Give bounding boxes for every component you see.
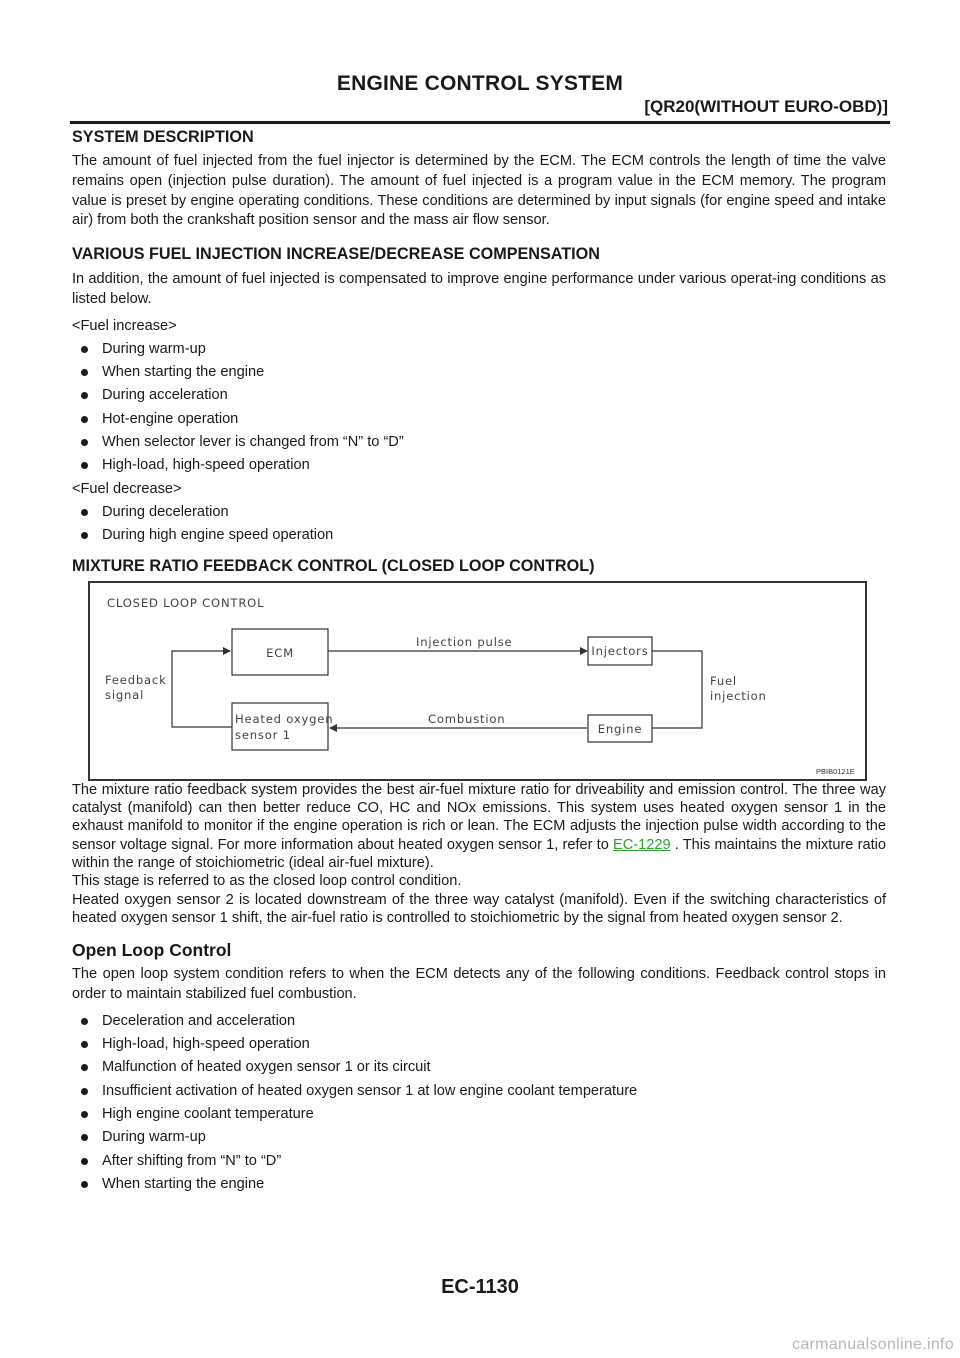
list-item	[72, 526, 886, 545]
sensor-label-line2: sensor 1	[235, 727, 291, 742]
list-item-text: During acceleration	[102, 387, 228, 404]
list-item-text: When starting the engine	[102, 364, 265, 381]
feedback-paragraph-1	[72, 781, 886, 872]
engine-label: Engine	[597, 721, 643, 736]
bullet-icon	[81, 416, 88, 423]
fuel-increase-list	[72, 340, 886, 475]
list-item-text: When selector lever is changed from “N” to “D”	[102, 433, 404, 450]
list-item	[72, 1058, 886, 1077]
injection-pulse-label: Injection pulse	[416, 634, 513, 649]
list-item	[72, 410, 886, 429]
system-description-paragraph: The amount of fuel injected from the fuel injector is determined by the ECM. The ECM controls the length of time the valve remains open (injection pulse duration). The amount of fuel injected is a program value in the ECM memory. The program value is preset by engine operating conditions. These conditions are determined by input signals (for engine speed and intake air) from both the crankshaft position sensor and the mass air flow sensor.	[72, 153, 886, 229]
feedback-description	[72, 781, 886, 927]
heated-oxygen-sensor-box	[232, 703, 328, 750]
figure-id: PBIB0121E	[816, 766, 855, 776]
closed-loop-diagram-svg	[90, 583, 869, 783]
list-item-text: After shifting from “N” to “D”	[102, 1152, 282, 1169]
list-item	[72, 433, 886, 452]
list-item-text: Malfunction of heated oxygen sensor 1 or its circuit	[102, 1059, 431, 1076]
feedback-label-line1: Feedback	[105, 672, 167, 687]
page-header-title: ENGINE CONTROL SYSTEM	[336, 72, 624, 95]
section-title-compensation: VARIOUS FUEL INJECTION INCREASE/DECREASE COMPENSATION	[72, 245, 600, 264]
feedback-paragraph-3: Heated oxygen sensor 2 is located downstream of the three way catalyst (manifold). Even if the switching characteristics of heated oxygen sensor 1 shift, the air-fuel ratio is controlled to stoichiometric by the signal from heated oxygen sensor 2.	[72, 891, 886, 926]
list-item-text: Deceleration and acceleration	[102, 1012, 296, 1029]
bullet-icon	[81, 369, 88, 376]
bullet-icon	[81, 1088, 88, 1095]
list-item-text: During deceleration	[102, 503, 229, 520]
sensor-label-line1: Heated oxygen	[235, 711, 334, 726]
bullet-icon	[81, 346, 88, 353]
bullet-icon	[81, 1064, 88, 1071]
compensation-paragraph: In addition, the amount of fuel injected is compensated to improve engine performance under various operat-ing conditions as listed below.	[72, 271, 886, 307]
bullet-icon	[81, 1018, 88, 1025]
list-item	[72, 456, 886, 475]
open-loop-paragraph: The open loop system condition refers to when the ECM detects any of the following conditions. Feedback control stops in order to maintain stabilized fuel combustion.	[72, 966, 886, 1003]
feedback-label-line2: signal	[105, 687, 145, 702]
ecm-label: ECM	[266, 645, 294, 660]
feedback-signal-line	[172, 651, 232, 727]
list-item-text: During warm-up	[102, 1129, 206, 1146]
bullet-icon	[81, 1158, 88, 1165]
bullet-icon	[81, 532, 88, 539]
list-item	[72, 1105, 886, 1124]
list-item	[72, 1035, 886, 1054]
fuel-increase-label: <Fuel increase>	[72, 317, 177, 334]
list-item-text: When starting the engine	[102, 1175, 265, 1192]
site-watermark: carmanualsonline.info	[792, 1336, 954, 1353]
bullet-icon	[81, 1134, 88, 1141]
feedback-paragraph-1-text: The mixture ratio feedback system provides the best air-fuel mixture ratio for driveability and emission control. The three way catalyst (manifold) can then better reduce CO, HC and NOx emissions. This system uses heated oxygen sensor 1 in the exhaust manifold to monitor if the engine operation is rich or lean. The ECM adjusts the injection pulse width according to the sensor voltage signal. For more information about heated oxygen sensor 1, refer to	[72, 781, 886, 853]
fuel-label-line2: injection	[710, 688, 767, 703]
feedback-paragraph-2: This stage is referred to as the closed loop control condition.	[72, 873, 462, 890]
bullet-icon	[81, 1111, 88, 1118]
list-item-text: During warm-up	[102, 340, 206, 357]
page-content	[72, 124, 886, 1198]
section-title-feedback-control: MIXTURE RATIO FEEDBACK CONTROL (CLOSED LOOP CONTROL)	[72, 556, 595, 575]
bullet-icon	[81, 439, 88, 446]
bullet-icon	[81, 392, 88, 399]
list-item-text: High-load, high-speed operation	[102, 457, 310, 474]
fuel-decrease-list	[72, 503, 886, 545]
list-item	[72, 386, 886, 405]
section-title-system-description: SYSTEM DESCRIPTION	[72, 128, 254, 146]
open-loop-list	[72, 1012, 886, 1194]
page-header-subtitle: [QR20(WITHOUT EURO-OBD)]	[644, 97, 888, 116]
combustion-label: Combustion	[428, 711, 506, 726]
diagram-title: CLOSED LOOP CONTROL	[107, 595, 265, 610]
bullet-icon	[81, 1041, 88, 1048]
list-item	[72, 1175, 886, 1194]
fuel-injection-line	[652, 651, 702, 728]
list-item	[72, 1012, 886, 1031]
bullet-icon	[81, 462, 88, 469]
fuel-decrease-label: <Fuel decrease>	[72, 480, 182, 497]
bullet-icon	[81, 509, 88, 516]
closed-loop-diagram	[88, 581, 867, 781]
page-number: EC-1130	[441, 1276, 519, 1298]
list-item	[72, 1082, 886, 1101]
list-item-text: High engine coolant temperature	[102, 1106, 314, 1123]
section-title-open-loop: Open Loop Control	[72, 940, 232, 961]
reference-link-ec-1229[interactable]: EC-1229	[613, 836, 671, 853]
list-item-text: High-load, high-speed operation	[102, 1036, 310, 1053]
list-item-text: Insufficient activation of heated oxygen sensor 1 at low engine coolant temperature	[102, 1082, 638, 1099]
list-item-text: Hot-engine operation	[102, 410, 239, 427]
fuel-label-line1: Fuel	[710, 673, 737, 688]
list-item	[72, 503, 886, 522]
feedback-paragraph-1-tail: . This maintains the mixture ratio within the range of stoichiometric (ideal air-fuel mixture).	[72, 836, 886, 872]
list-item	[72, 1128, 886, 1147]
list-item	[72, 340, 886, 359]
bullet-icon	[81, 1181, 88, 1188]
list-item	[72, 1152, 886, 1171]
injectors-label: Injectors	[591, 643, 649, 658]
list-item	[72, 363, 886, 382]
list-item-text: During high engine speed operation	[102, 526, 334, 543]
